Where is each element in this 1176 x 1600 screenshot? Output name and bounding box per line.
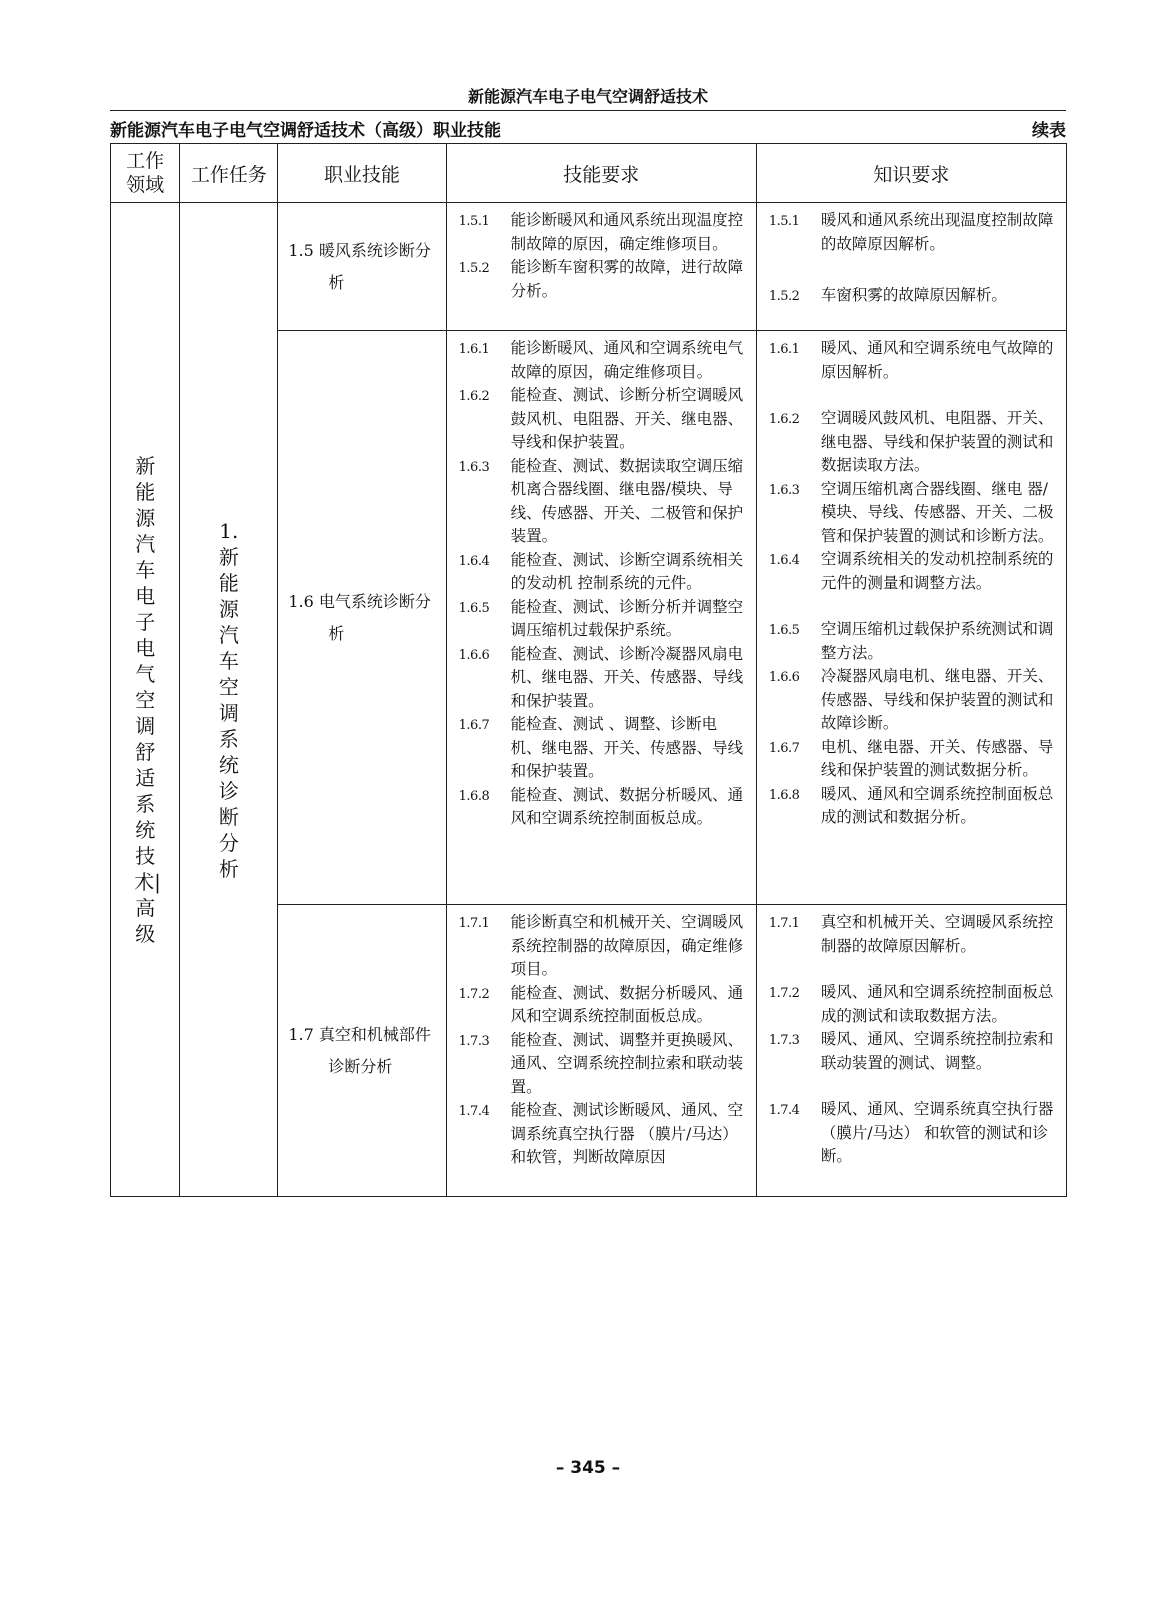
list-item: 1.6.6 能检查、测试、诊断冷凝器风扇电机、继电器、开关、传感器、导线和保护装置。 (458, 644, 744, 710)
list-item: 1.5.1 能诊断暖风和通风系统出现温度控制故障的原因，确定维修项目。 (458, 211, 744, 253)
col-header-knowledge: 知识要求 (756, 144, 1066, 203)
list-item: 1.7.4 暖风、通风、空调系统真空执行器 （膜片/马达） 和软管的测试和诊断。 (768, 1100, 1054, 1165)
list-item: 1.6.2 空调暖风鼓风机、电阻器、开关、继电器、导线和保护装置的测试和数据读取方法。 (768, 409, 1054, 474)
knowledge-cell (756, 905, 1066, 1197)
table-title-row (110, 116, 1066, 142)
continued-label: 续表 (1032, 121, 1066, 141)
skill-name-cont: 诊断分析 (328, 1056, 393, 1076)
requirements-cell (446, 331, 756, 905)
skill-name: 1.6 电气系统诊断分 (288, 591, 431, 611)
col-header-task: 工作任务 (180, 144, 278, 203)
requirements-cell (446, 905, 756, 1197)
skill-name-cell (278, 203, 446, 331)
list-item: 1.7.2 能检查、测试、数据分析暖风、通风和空调系统控制面板总成。 (458, 983, 744, 1025)
list-item: 1.6.1 能诊断暖风、通风和空调系统电气故障的原因，确定维修项目。 (458, 339, 744, 381)
skill-name: 1.5 暖风系统诊断分 (288, 240, 431, 260)
work-task-text: 1.新能源汽车空调系统诊断分析 (218, 518, 239, 881)
list-item: 1.5.2 能诊断车窗积雾的故障，进行故障分析。 (458, 258, 744, 300)
list-item: 1.6.2 能检查、测试、诊断分析空调暖风鼓风机、电阻器、开关、继电器、导线和保护装置。 (458, 386, 744, 451)
requirements-cell (446, 203, 756, 331)
list-item: 1.6.1 暖风、通风和空调系统电气故障的原因解析。 (768, 339, 1054, 381)
work-domain-cell (111, 203, 180, 1197)
list-item: 1.5.1 暖风和通风系统出现温度控制故障的故障原因解析。 (768, 211, 1054, 253)
list-item: 1.6.5 空调压缩机过载保护系统测试和调整方法。 (768, 620, 1054, 662)
page-number: – 345 – (555, 1458, 621, 1478)
list-item: 1.7.3 暖风、通风、空调系统控制拉索和联动装置的测试、调整。 (768, 1030, 1054, 1072)
col-header-domain: 工作领域 (111, 144, 180, 203)
skill-name-cell (278, 905, 446, 1197)
skill-name-cont: 析 (328, 623, 345, 643)
list-item: 1.6.4 空调系统相关的发动机控制系统的元件的测量和调整方法。 (768, 550, 1054, 592)
list-item: 1.7.4 能检查、测试诊断暖风、通风、空调系统真空执行器 （膜片/马达） 和软管，判断故障原因 (458, 1101, 744, 1166)
list-item: 1.6.3 能检查、测试、数据读取空调压缩机离合器线圈、继电器/模块、导线、传感器、开关、二极管和保护装置。 (458, 456, 744, 545)
list-item: 1.6.5 能检查、测试、诊断分析并调整空调压缩机过载保护系统。 (458, 597, 744, 639)
skill-name-cell (278, 331, 446, 905)
list-item: 1.6.8 暖风、通风和空调系统控制面板总成的测试和数据分析。 (768, 784, 1054, 826)
skills-table (110, 143, 1067, 1197)
header-rule (110, 110, 1066, 111)
table-row (111, 203, 1067, 331)
running-header: 新能源汽车电子电气空调舒适技术 (467, 87, 708, 106)
table-title: 新能源汽车电子电气空调舒适技术（高级）职业技能 (110, 121, 501, 141)
list-item: 1.7.1 真空和机械开关、空调暖风系统控制器的故障原因解析。 (768, 913, 1054, 955)
list-item: 1.6.7 能检查、测试 、调整、诊断电机、继电器、开关、传感器、导线和保护装置。 (458, 715, 744, 780)
list-item: 1.6.4 能检查、测试、诊断空调系统相关的发动机 控制系统的元件。 (458, 550, 744, 592)
list-item: 1.6.3 空调压缩机离合器线圈、继电 器/模块、导线、传感器、开关、二极管和保护装置的测试和诊断方法。 (768, 479, 1054, 545)
col-header-requirements: 技能要求 (446, 144, 756, 203)
list-item: 1.7.2 暖风、通风和空调系统控制面板总成的测试和读取数据方法。 (768, 983, 1054, 1025)
work-task-cell (180, 203, 278, 1197)
list-item: 1.6.8 能检查、测试、数据分析暖风、通风和空调系统控制面板总成。 (458, 785, 744, 827)
list-item: 1.5.2 车窗积雾的故障原因解析。 (768, 286, 1007, 304)
table-header-row (111, 144, 1067, 203)
list-item: 1.6.7 电机、继电器、开关、传感器、导线和保护装置的测试数据分析。 (768, 737, 1054, 779)
work-domain-text: 新能源汽车电子电气空调舒适系统技术|高级 (134, 453, 161, 946)
skill-name: 1.7 真空和机械部件 (288, 1024, 431, 1044)
list-item: 1.7.1 能诊断真空和机械开关、空调暖风系统控制器的故障原因，确定维修项目。 (458, 913, 744, 978)
col-header-skill: 职业技能 (278, 144, 446, 203)
knowledge-cell (756, 331, 1066, 905)
list-item: 1.6.6 冷凝器风扇电机、继电器、开关、传感器、导线和保护装置的测试和故障诊断。 (768, 667, 1054, 732)
skill-name-cont: 析 (328, 272, 345, 292)
knowledge-cell (756, 203, 1066, 331)
list-item: 1.7.3 能检查、测试、调整并更换暖风、通风、空调系统控制拉索和联动装置。 (458, 1030, 744, 1096)
